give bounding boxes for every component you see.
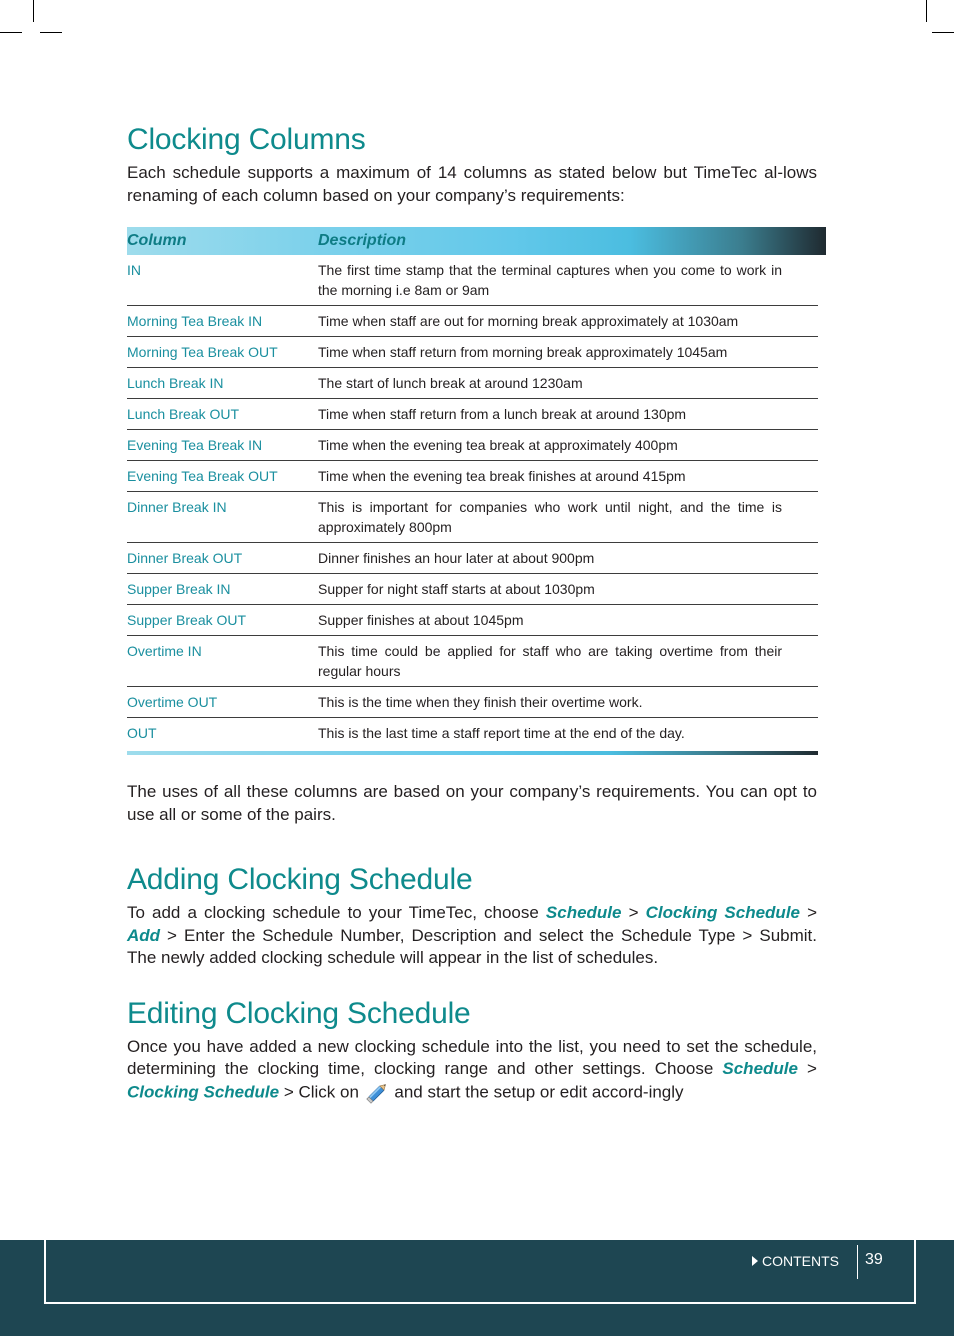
section-title-clocking-columns: Clocking Columns — [127, 123, 366, 156]
section-title-editing-schedule: Editing Clocking Schedule — [127, 996, 471, 1030]
table-row — [127, 636, 818, 687]
row-column-name: Evening Tea Break OUT — [127, 468, 278, 484]
table-row — [127, 461, 818, 492]
row-description: This is the time when they finish their overtime work. — [318, 694, 643, 710]
page-footer — [0, 1240, 954, 1336]
text-run: > — [797, 1059, 817, 1078]
table-row — [127, 605, 818, 636]
row-description: Supper for night staff starts at about 1030pm — [318, 581, 595, 597]
table-row — [127, 687, 818, 718]
row-description: Time when staff return from morning break approximately 1045am — [318, 344, 728, 360]
page-number: 39 — [865, 1251, 883, 1268]
contents-link[interactable] — [752, 1253, 839, 1269]
link-clocking-schedule: Clocking Schedule — [645, 903, 800, 922]
text-run: > Enter the Schedule Number, Description and select the Schedule Type > Submit. The newly added clocking schedule will appear in the list of schedules. — [127, 925, 817, 967]
row-column-name: Morning Tea Break IN — [127, 313, 263, 329]
pencil-edit-icon — [364, 1081, 390, 1105]
row-description: Time when the evening tea break at approximately 400pm — [318, 437, 678, 453]
editing-paragraph — [127, 1036, 817, 1105]
row-column-name: Dinner Break IN — [127, 499, 227, 515]
row-description: The start of lunch break at around 1230am — [318, 375, 583, 391]
row-column-name: Supper Break IN — [127, 581, 231, 597]
row-column-name: Lunch Break OUT — [127, 406, 240, 422]
table-row — [127, 255, 818, 306]
text-run: To add a clocking schedule to your TimeTec, choose — [127, 903, 546, 922]
table-row — [127, 306, 818, 337]
link-schedule: Schedule — [545, 903, 622, 922]
contents-label: CONTENTS — [762, 1253, 839, 1269]
triangle-right-icon — [752, 1256, 758, 1266]
crop-mark — [0, 32, 22, 33]
clocking-columns-table — [127, 227, 826, 755]
row-column-name: Overtime OUT — [127, 694, 218, 710]
table-row — [127, 368, 818, 399]
text-run: > Click on — [279, 1081, 364, 1101]
crop-mark — [932, 32, 954, 33]
table-row — [127, 430, 818, 461]
table-header — [127, 227, 826, 255]
link-add: Add — [127, 925, 161, 945]
row-description: Dinner finishes an hour later at about 900pm — [318, 550, 595, 566]
adding-paragraph — [127, 902, 817, 970]
section-title-adding-schedule: Adding Clocking Schedule — [127, 863, 473, 896]
row-description: This is important for companies who work until night, and the time is approximately 800pm — [318, 499, 782, 535]
table-row — [127, 718, 818, 751]
uses-paragraph: The uses of all these columns are based on your company’s requirements. You can opt to use all or some of the pairs. — [127, 782, 817, 824]
row-column-name: Lunch Break IN — [127, 375, 224, 391]
link-clocking-schedule: Clocking Schedule — [127, 1081, 280, 1101]
footer-divider — [857, 1245, 858, 1279]
row-column-name: Overtime IN — [127, 643, 202, 659]
header-column: Column — [127, 232, 187, 249]
row-description: This time could be applied for staff who are taking overtime from their regular hours — [318, 643, 782, 679]
table-row — [127, 492, 818, 543]
table-footer-rule — [127, 751, 818, 755]
row-description: The first time stamp that the terminal captures when you come to work in the morning i.e 8am or 9am — [318, 262, 782, 298]
row-column-name: Supper Break OUT — [127, 612, 247, 628]
row-description: Time when staff are out for morning break approximately at 1030am — [318, 313, 739, 329]
intro-paragraph: Each schedule supports a maximum of 14 columns as stated below but TimeTec al-lows renaming of each column based on your company’s requirements: — [127, 163, 817, 205]
row-column-name: Dinner Break OUT — [127, 550, 243, 566]
row-column-name: OUT — [127, 725, 157, 741]
table-row — [127, 337, 818, 368]
text-run: > — [800, 903, 817, 922]
text-run: Once you have added a new clocking schedule into the list, you need to set the schedule, determining the clocking time, clocking range and other settings. Choose — [127, 1036, 817, 1078]
text-run: > — [621, 903, 646, 922]
crop-mark — [40, 32, 62, 33]
link-schedule: Schedule — [722, 1059, 798, 1078]
table-body — [127, 255, 826, 751]
row-description: Supper finishes at about 1045pm — [318, 612, 524, 628]
table-row — [127, 574, 818, 605]
row-description: This is the last time a staff report time at the end of the day. — [318, 725, 685, 741]
row-column-name: Evening Tea Break IN — [127, 437, 263, 453]
page-content — [127, 120, 817, 1105]
footer-frame — [44, 1240, 916, 1304]
row-column-name: Morning Tea Break OUT — [127, 344, 278, 360]
row-description: Time when the evening tea break finishes at around 415pm — [318, 468, 686, 484]
table-row — [127, 543, 818, 574]
row-column-name: IN — [127, 262, 141, 278]
crop-mark — [33, 0, 34, 22]
table-row — [127, 399, 818, 430]
row-description: Time when staff return from a lunch break at around 130pm — [318, 406, 687, 422]
crop-mark — [926, 0, 927, 22]
text-run: and start the setup or edit accord-ingly — [389, 1081, 684, 1101]
header-description: Description — [318, 232, 407, 249]
